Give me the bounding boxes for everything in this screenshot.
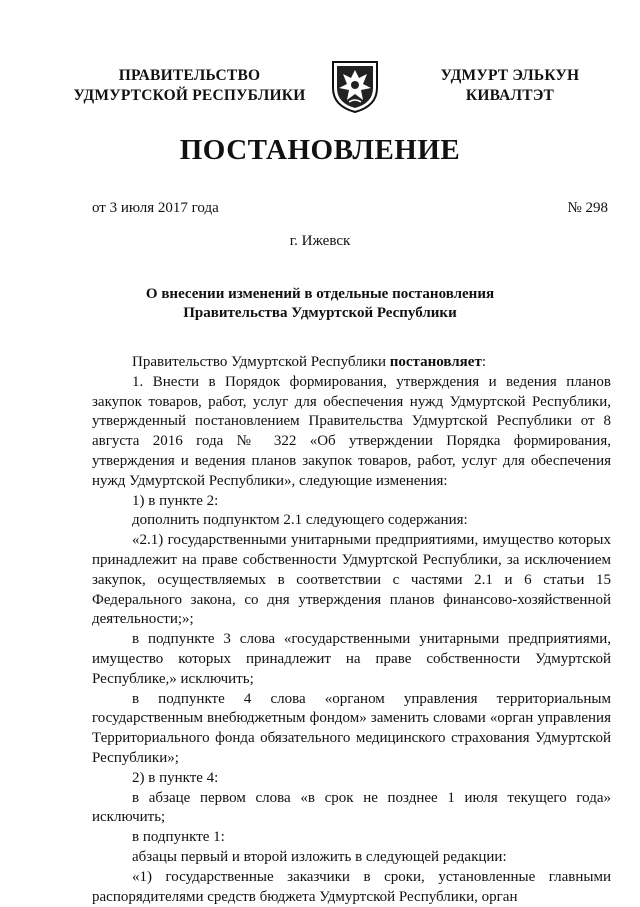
- subject-line-1: О внесении изменений в отдельные постановления: [145, 286, 495, 302]
- body-paragraph: «2.1) государственными унитарными предприятиями, имущество которых принадлежит на праве собственности Удмуртской Республики, за исключением закупок, осуществляемых в соответствии с частями 2.1 и 6 статьи 15 Федерального закона, со дня утверждения планов финансово-хозяйственной деятельности;»;: [92, 532, 611, 628]
- document-number: № 298: [567, 200, 608, 216]
- body-paragraph: 1) в пункте 2:: [132, 492, 219, 509]
- body-lead-paragraph: [92, 353, 611, 373]
- issuer-name-udmurt: [410, 66, 610, 106]
- body-paragraph: в подпункте 1:: [132, 829, 225, 846]
- body-paragraph: 2) в пункте 4:: [132, 769, 219, 786]
- issuer-udmurt-line-1: УДМУРТ ЭЛЬКУН: [440, 67, 580, 84]
- document-city: г. Ижевск: [289, 233, 351, 249]
- document-date: от 3 июля 2017 года: [92, 200, 219, 216]
- document-body: [92, 353, 611, 907]
- subject-line-2: Правительства Удмуртской Республики: [183, 305, 457, 321]
- issuer-name-russian: [62, 66, 317, 106]
- body-paragraph: «1) государственные заказчики в сроки, установленные главными распорядителями средств бюджета Удмуртской Республики, орган: [92, 868, 611, 905]
- body-paragraph: абзацы первый и второй изложить в следующей редакции:: [132, 848, 507, 865]
- body-paragraph: в подпункте 4 слова «органом управления территориальным государственным внебюджетным фондом» заменить словами «орган управления Территориального фонда обязательного медицинского страхования Удмуртской Республики»;: [92, 690, 611, 766]
- coat-of-arms-emblem: [329, 58, 381, 114]
- issuer-line-2: УДМУРТСКОЙ РЕСПУБЛИКИ: [73, 87, 306, 104]
- issuer-line-1: ПРАВИТЕЛЬСТВО: [118, 67, 261, 84]
- body-paragraph: дополнить подпунктом 2.1 следующего содержания:: [132, 512, 468, 529]
- lead-bold: постановляет: [389, 354, 482, 370]
- lead-suffix: :: [481, 354, 486, 370]
- body-paragraph: в подпункте 3 слова «государственными унитарными предприятиями, имущество которых принадлежит на праве собственности Удмуртской Республике,» исключить;: [92, 631, 611, 687]
- document-title: ПОСТАНОВЛЕНИЕ: [179, 134, 461, 166]
- body-paragraph: в абзаце первом слова «в срок не позднее 1 июля текущего года» исключить;: [92, 789, 611, 826]
- body-paragraph: 1. Внести в Порядок формирования, утверждения и ведения планов закупок товаров, работ, услуг для обеспечения нужд Удмуртской Республики, утвержденный постановлением Правительства Удмуртской Республики от 8 августа 2016 года № 322 «Об утверждении Порядка формирования, утверждения и ведения планов закупок товаров, работ, услуг для обеспечения нужд Удмуртской Республики», следующие изменения:: [92, 373, 611, 489]
- issuer-udmurt-line-2: КИВАЛТЭТ: [465, 87, 555, 104]
- document-subject: [0, 285, 640, 323]
- lead-prefix: Правительство Удмуртской Республики: [132, 354, 390, 370]
